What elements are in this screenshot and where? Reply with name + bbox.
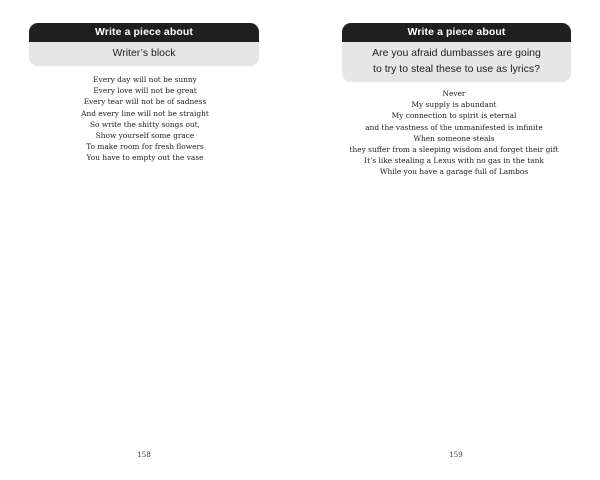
right-page xyxy=(300,0,600,480)
prompt-topic: Writer’s block xyxy=(112,47,176,59)
poem-line: While you have a garage full of Lambos xyxy=(379,167,529,177)
prompt-header: Write a piece about xyxy=(29,23,259,42)
poem-line: Every day will not be sunny xyxy=(93,75,197,84)
poem-line: So write the shitty songs out, xyxy=(89,119,200,129)
poem-line: To make room for fresh flowers xyxy=(86,142,204,152)
poem-line: and the vastness of the unmanifested is infinite xyxy=(365,122,543,132)
poem-line: Never xyxy=(442,89,466,98)
page-number: 158 xyxy=(137,451,151,459)
poem-line: Every tear will not be of sadness xyxy=(83,97,207,107)
poem-line: And every line will not be straight xyxy=(81,108,209,118)
prompt-topic-line: Are you afraid dumbasses are going xyxy=(372,47,541,59)
prompt-card xyxy=(342,23,571,82)
poem-line: You have to empty out the vase xyxy=(86,153,204,163)
prompt-topic xyxy=(342,42,571,82)
poem-line: My supply is abundant xyxy=(411,100,497,110)
poem-line: Every love will not be great xyxy=(93,86,197,96)
prompt-header: Write a piece about xyxy=(342,23,571,42)
poem-line: Show yourself some grace xyxy=(95,131,195,141)
page-number: 159 xyxy=(449,451,463,459)
poem-line: When someone steals xyxy=(413,133,495,143)
poem xyxy=(0,74,290,164)
poem xyxy=(304,88,600,178)
prompt-card xyxy=(29,23,259,66)
prompt-topic-line: to try to steal these to use as lyrics? xyxy=(373,63,540,75)
poem-line: It’s like stealing a Lexus with no gas in the tank xyxy=(364,156,544,166)
poem-line: My connection to spirit is eternal xyxy=(391,111,517,121)
poem-line: they suffer from a sleeping wisdom and forget their gift xyxy=(349,145,559,155)
